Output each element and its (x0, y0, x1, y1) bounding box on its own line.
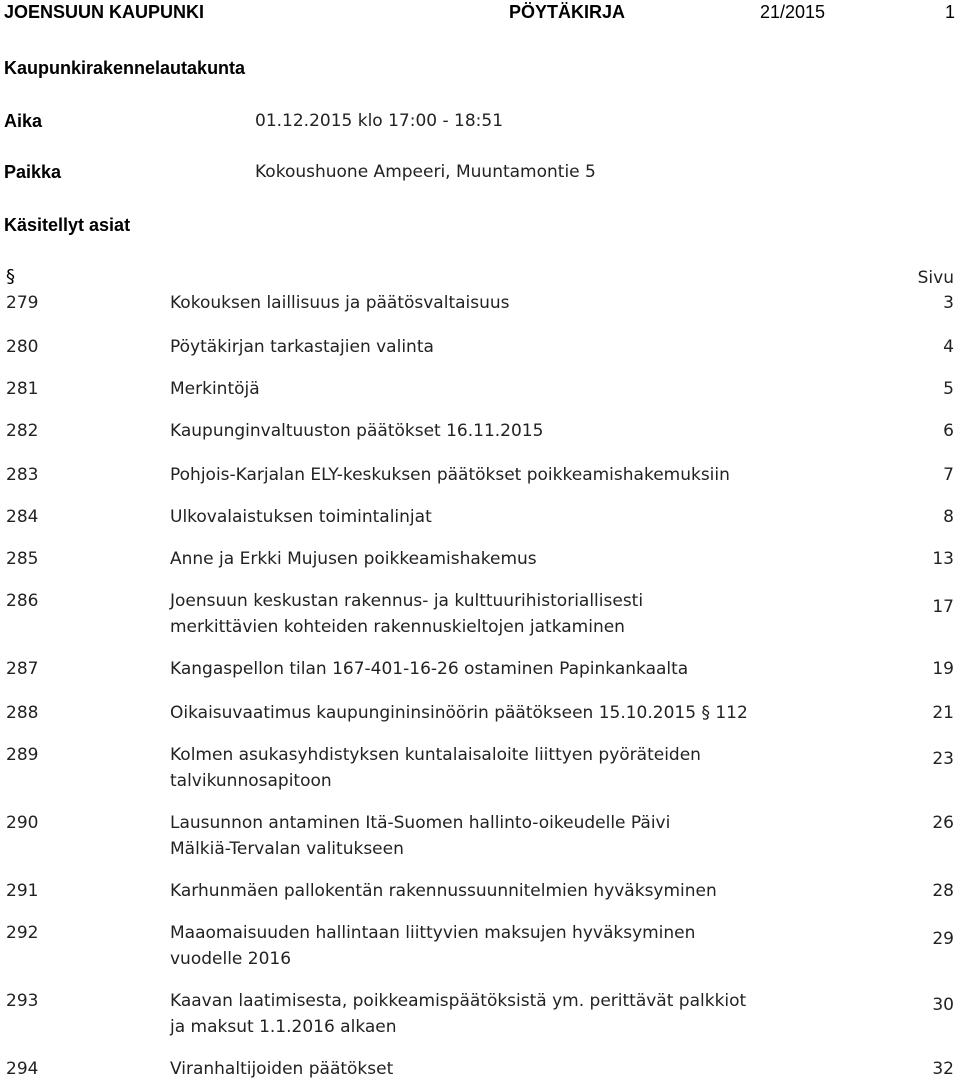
item-title: Kokouksen laillisuus ja päätösvaltaisuus (170, 293, 510, 313)
item-page: 29 (932, 929, 954, 949)
item-title-line: Lausunnon antaminen Itä-Suomen hallinto-oikeudelle Päivi (170, 813, 671, 833)
item-number: 291 (6, 881, 39, 901)
item-title (170, 742, 790, 794)
item-number: 283 (6, 465, 39, 485)
item-number: 290 (6, 813, 39, 833)
item-number: 282 (6, 421, 39, 441)
item-number: 284 (6, 507, 39, 527)
item-page: 7 (943, 465, 954, 485)
handled-items-heading: Käsitellyt asiat (4, 215, 131, 235)
item-page: 3 (943, 293, 954, 313)
item-page: 5 (943, 379, 954, 399)
item-page: 4 (943, 337, 954, 357)
item-number: 287 (6, 659, 39, 679)
item-title: Karhunmäen pallokentän rakennussuunnitelmien hyväksyminen (170, 881, 717, 901)
item-number: 294 (6, 1059, 39, 1079)
item-number: 280 (6, 337, 39, 357)
item-title-line: talvikunnosapitoon (170, 771, 332, 791)
place-label: Paikka (4, 162, 62, 182)
item-title (170, 588, 790, 640)
item-number: 281 (6, 379, 39, 399)
page-column-header: Sivu (917, 268, 954, 288)
item-title: Ulkovalaistuksen toimintalinjat (170, 507, 432, 527)
item-number: 293 (6, 991, 39, 1011)
board-name: Kaupunkirakennelautakunta (4, 58, 246, 78)
item-title (170, 700, 790, 726)
item-title-line: Maaomaisuuden hallintaan liittyvien maksujen hyväksyminen (170, 923, 696, 943)
item-number: 289 (6, 745, 39, 765)
document-type: PÖYTÄKIRJA (509, 2, 626, 22)
time-value: 01.12.2015 klo 17:00 - 18:51 (255, 111, 504, 131)
item-number: 286 (6, 591, 39, 611)
time-label: Aika (4, 111, 43, 131)
item-page: 13 (932, 549, 954, 569)
section-mark: § (701, 703, 710, 723)
document-number: 21/2015 (760, 2, 826, 22)
item-page: 32 (932, 1059, 954, 1079)
item-page: 8 (943, 507, 954, 527)
city-name: JOENSUUN KAUPUNKI (4, 2, 205, 22)
item-title-section-number: 112 (715, 703, 748, 723)
section-column-header: § (6, 266, 15, 287)
item-number: 279 (6, 293, 39, 313)
item-title-line: Kaavan laatimisesta, poikkeamispäätöksistä ym. perittävät palkkiot (170, 991, 747, 1011)
item-number: 292 (6, 923, 39, 943)
item-page: 23 (932, 749, 954, 769)
item-page: 17 (932, 597, 954, 617)
item-page: 19 (932, 659, 954, 679)
item-page: 6 (943, 421, 954, 441)
item-number: 285 (6, 549, 39, 569)
place-value: Kokoushuone Ampeeri, Muuntamontie 5 (255, 162, 596, 182)
item-title-line: Kolmen asukasyhdistyksen kuntalaisaloite liittyen pyöräteiden (170, 745, 701, 765)
item-title: Anne ja Erkki Mujusen poikkeamishakemus (170, 549, 537, 569)
item-page: 21 (932, 703, 954, 723)
item-title-line: ja maksut 1.1.2016 alkaen (170, 1017, 397, 1037)
item-title-line: Joensuun keskustan rakennus- ja kulttuurihistoriallisesti (170, 591, 644, 611)
item-page: 28 (932, 881, 954, 901)
item-title (170, 988, 790, 1040)
item-title (170, 810, 790, 862)
item-number: 288 (6, 703, 39, 723)
item-page: 26 (932, 813, 954, 833)
item-title-line: Mälkiä-Tervalan valitukseen (170, 839, 404, 859)
item-title: Pöytäkirjan tarkastajien valinta (170, 337, 434, 357)
item-title: Kangaspellon tilan 167-401-16-26 ostaminen Papinkankaalta (170, 659, 689, 679)
item-page: 30 (932, 995, 954, 1015)
item-title-line: vuodelle 2016 (170, 949, 292, 969)
item-title (170, 920, 790, 972)
item-title: Merkintöjä (170, 379, 260, 399)
item-title-text: Oikaisuvaatimus kaupungininsinöörin päätökseen 15.10.2015 (170, 703, 697, 723)
page-number: 1 (945, 2, 956, 22)
item-title: Kaupunginvaltuuston päätökset 16.11.2015 (170, 421, 544, 441)
item-title: Pohjois-Karjalan ELY-keskuksen päätökset poikkeamishakemuksiin (170, 465, 730, 485)
item-title-line: merkittävien kohteiden rakennuskieltojen jatkaminen (170, 617, 625, 637)
item-title: Viranhaltijoiden päätökset (170, 1059, 394, 1079)
